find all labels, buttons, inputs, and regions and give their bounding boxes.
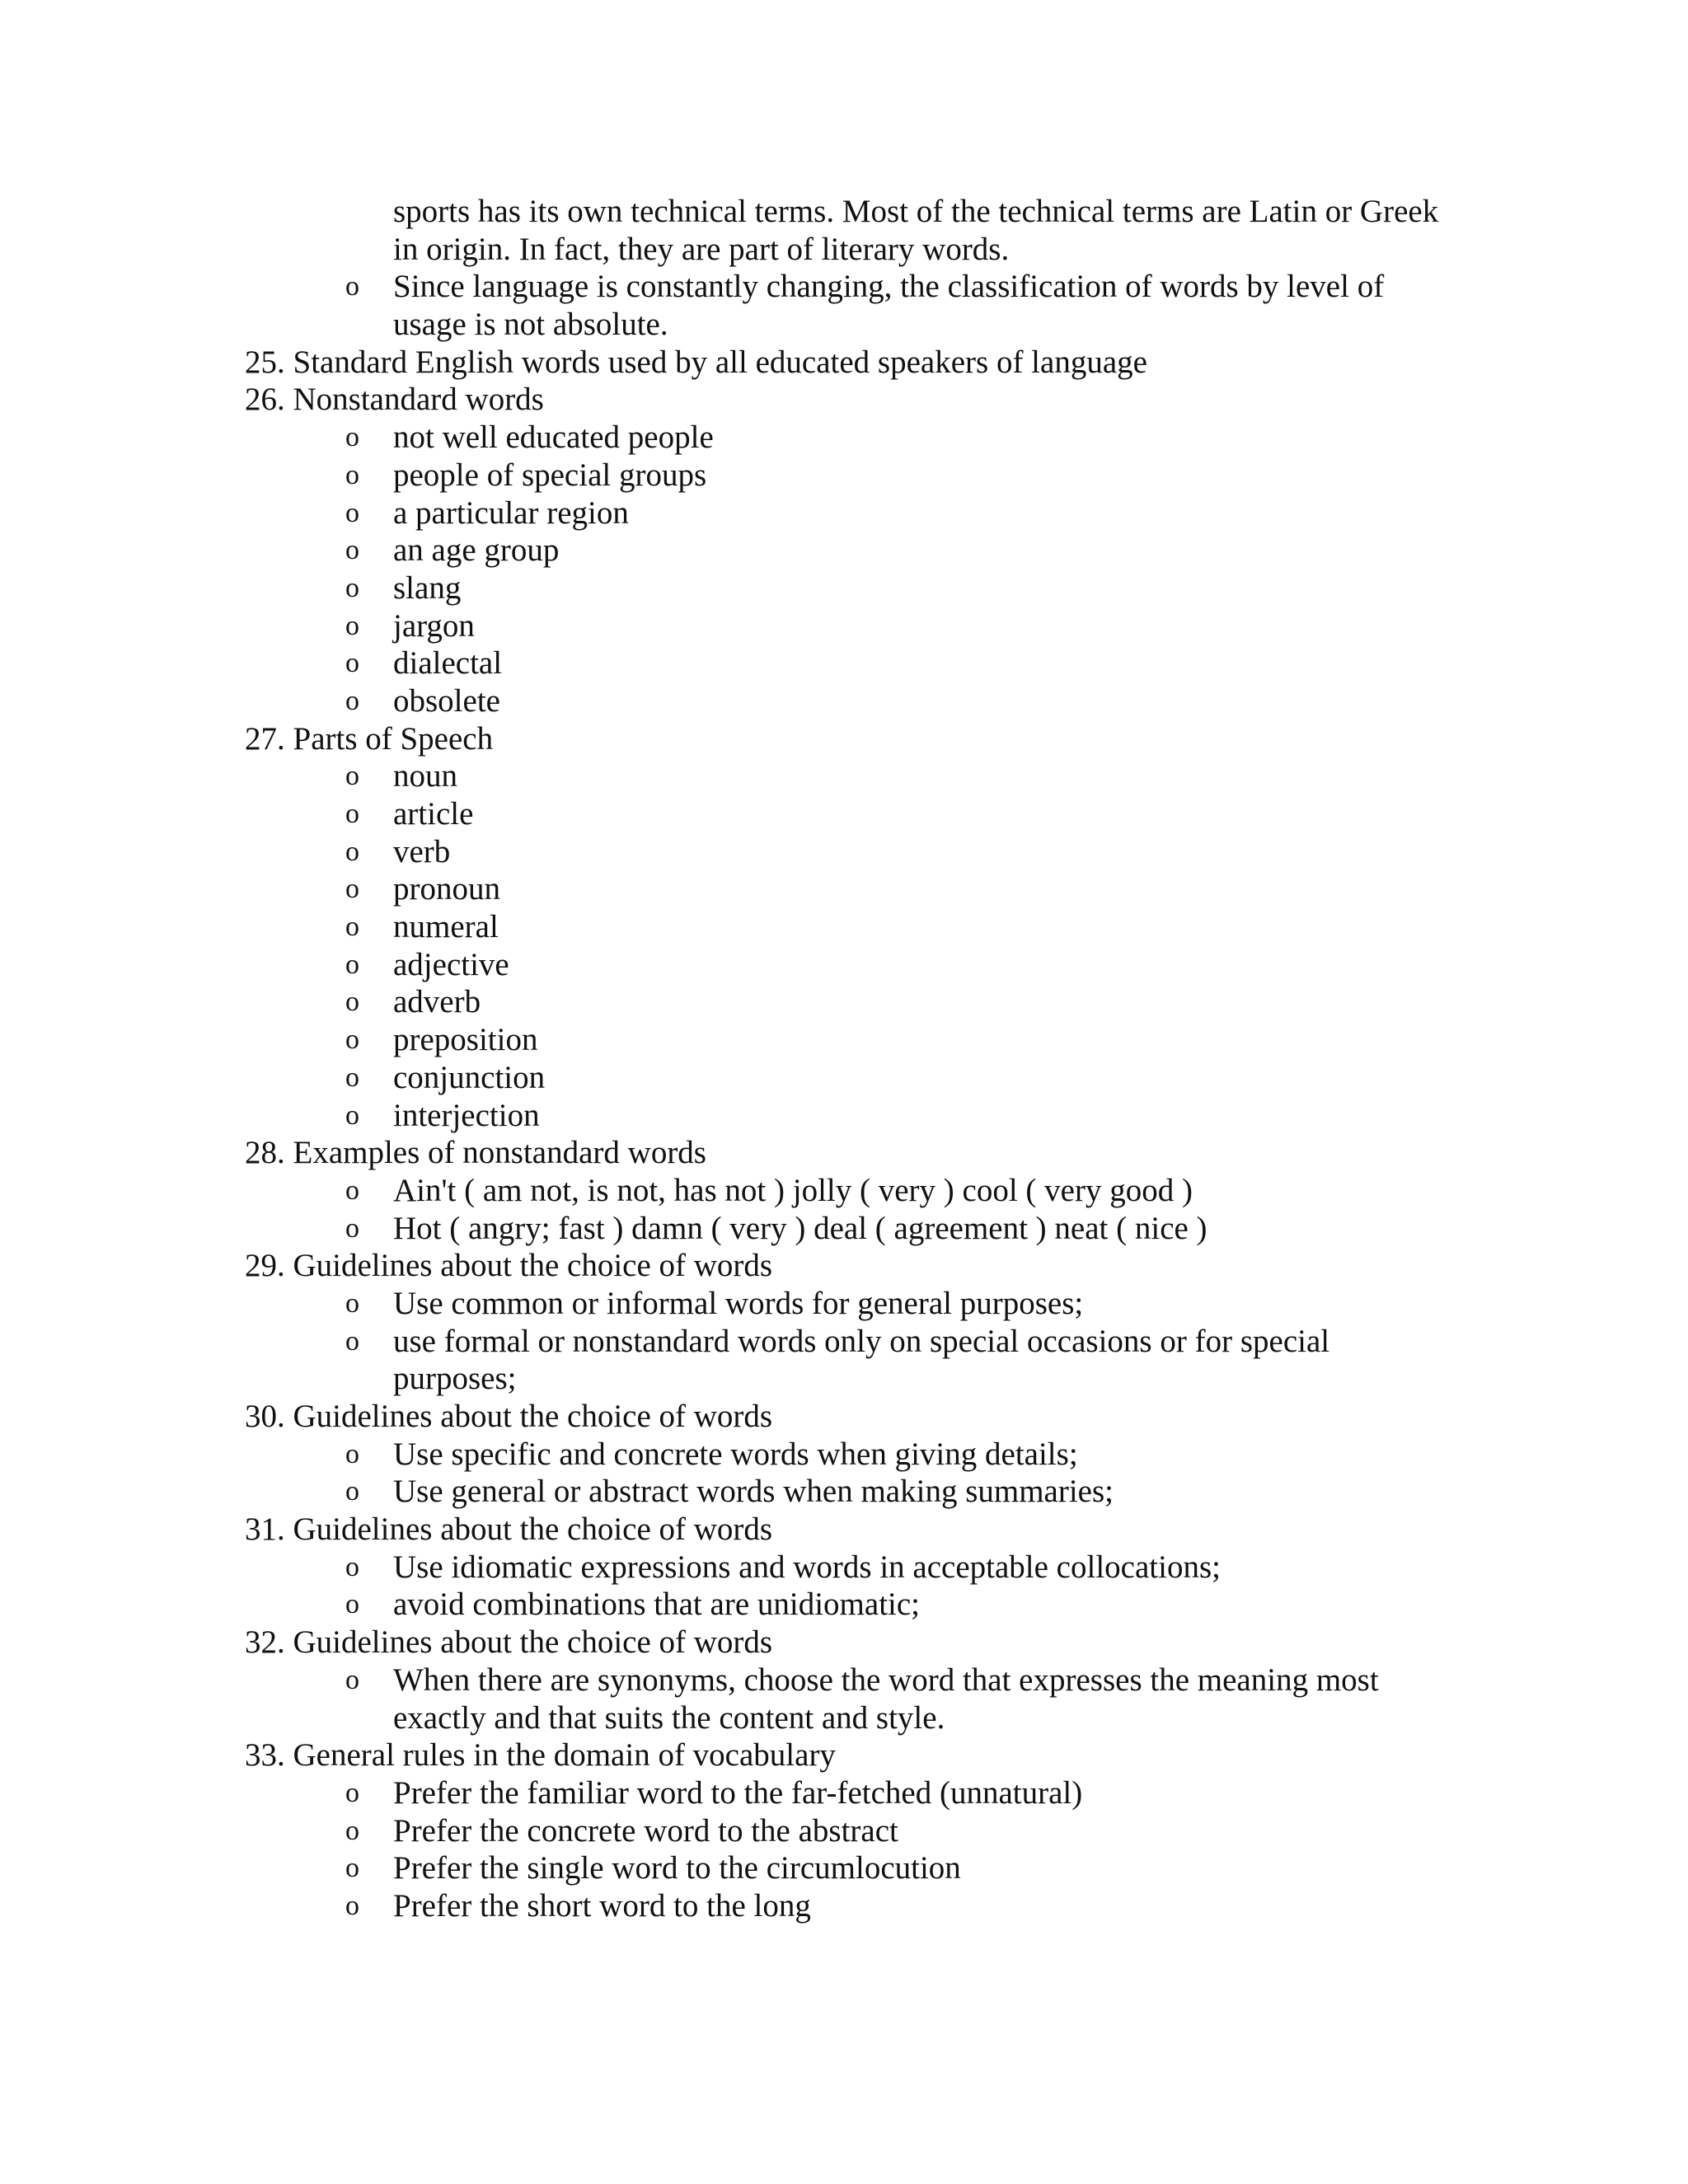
line-text: 30. Guidelines about the choice of words bbox=[245, 1399, 773, 1434]
line-text: Prefer the short word to the long bbox=[393, 1887, 811, 1924]
line-text: usage is not absolute. bbox=[393, 307, 668, 343]
hollow-bullet-icon: o bbox=[345, 271, 359, 302]
line-text: use formal or nonstandard words only on special occasions or for special bbox=[393, 1323, 1330, 1359]
bullet-item bbox=[245, 757, 1481, 795]
hollow-bullet-icon: o bbox=[345, 1853, 359, 1884]
line-text: Since language is constantly changing, the classification of words by level of bbox=[393, 269, 1385, 305]
hollow-bullet-icon: o bbox=[345, 610, 359, 641]
line-text: conjunction bbox=[393, 1059, 546, 1095]
bullet-item bbox=[245, 908, 1481, 946]
hollow-bullet-icon: o bbox=[345, 1287, 359, 1319]
bullet-item bbox=[245, 1097, 1481, 1135]
section-heading bbox=[245, 720, 1481, 758]
hollow-bullet-icon: o bbox=[345, 648, 359, 679]
line-text: people of special groups bbox=[393, 457, 707, 493]
hollow-bullet-icon: o bbox=[345, 1174, 359, 1206]
hollow-bullet-icon: o bbox=[345, 1476, 359, 1507]
bullet-item bbox=[245, 1172, 1481, 1210]
line-text: slang bbox=[393, 569, 462, 606]
bullet-item bbox=[245, 1436, 1481, 1474]
hollow-bullet-icon: o bbox=[345, 459, 359, 490]
hollow-bullet-icon: o bbox=[345, 685, 359, 716]
bullet-item bbox=[245, 1210, 1481, 1248]
bullet-item bbox=[245, 1849, 1481, 1887]
line-text: a particular region bbox=[393, 494, 629, 531]
line-text: interjection bbox=[393, 1097, 540, 1133]
bullet-item bbox=[245, 1059, 1481, 1097]
line-text: Use common or informal words for general purposes; bbox=[393, 1285, 1084, 1321]
line-text: not well educated people bbox=[393, 419, 714, 456]
hollow-bullet-icon: o bbox=[345, 1777, 359, 1808]
hollow-bullet-icon: o bbox=[345, 1099, 359, 1131]
line-text: article bbox=[393, 796, 474, 832]
line-text: dialectal bbox=[393, 645, 503, 682]
line-text: 26. Nonstandard words bbox=[245, 382, 544, 418]
line-text: jargon bbox=[393, 607, 475, 644]
line-text: Prefer the familiar word to the far-fetched (unnatural) bbox=[393, 1774, 1083, 1811]
hollow-bullet-icon: o bbox=[345, 761, 359, 792]
line-text: an age group bbox=[393, 532, 560, 569]
line-text: Prefer the concrete word to the abstract bbox=[393, 1812, 898, 1849]
line-text: in origin. In fact, they are part of literary words. bbox=[393, 231, 1010, 267]
line-text: 33. General rules in the domain of vocabulary bbox=[245, 1737, 836, 1774]
line-text: avoid combinations that are unidiomatic; bbox=[393, 1586, 921, 1623]
line-text: obsolete bbox=[393, 682, 500, 719]
line-text: pronoun bbox=[393, 871, 500, 907]
bullet-item bbox=[245, 419, 1481, 457]
bullet-item bbox=[245, 1021, 1481, 1059]
bullet-item bbox=[245, 1285, 1481, 1323]
line-text: sports has its own technical terms. Most of the technical terms are Latin or Greek bbox=[393, 194, 1439, 229]
hollow-bullet-icon: o bbox=[345, 1664, 359, 1695]
continuation-line bbox=[245, 1360, 1481, 1398]
continuation-line bbox=[245, 193, 1481, 231]
continuation-line bbox=[245, 306, 1481, 344]
line-text: 28. Examples of nonstandard words bbox=[245, 1135, 706, 1171]
hollow-bullet-icon: o bbox=[345, 912, 359, 943]
bullet-item bbox=[245, 682, 1481, 720]
line-text: verb bbox=[393, 833, 451, 869]
bullet-item bbox=[245, 1887, 1481, 1925]
continuation-line bbox=[245, 231, 1481, 269]
hollow-bullet-icon: o bbox=[345, 1890, 359, 1921]
hollow-bullet-icon: o bbox=[345, 1325, 359, 1357]
hollow-bullet-icon: o bbox=[345, 1212, 359, 1244]
section-heading bbox=[245, 1736, 1481, 1774]
bullet-item bbox=[245, 1661, 1481, 1699]
bullet-item bbox=[245, 1323, 1481, 1361]
hollow-bullet-icon: o bbox=[345, 1551, 359, 1582]
line-text: Prefer the single word to the circumlocution bbox=[393, 1850, 961, 1886]
line-text: 29. Guidelines about the choice of words bbox=[245, 1248, 773, 1284]
bullet-item bbox=[245, 1774, 1481, 1812]
line-text: Use general or abstract words when making summaries; bbox=[393, 1474, 1114, 1510]
hollow-bullet-icon: o bbox=[345, 874, 359, 905]
section-heading bbox=[245, 1247, 1481, 1285]
line-text: Hot ( angry; fast ) damn ( very ) deal ( agreement ) neat ( nice ) bbox=[393, 1210, 1207, 1246]
hollow-bullet-icon: o bbox=[345, 987, 359, 1018]
hollow-bullet-icon: o bbox=[345, 1024, 359, 1056]
bullet-item bbox=[245, 494, 1481, 532]
section-heading bbox=[245, 381, 1481, 419]
section-heading bbox=[245, 1624, 1481, 1661]
bullet-item bbox=[245, 946, 1481, 984]
line-text: adverb bbox=[393, 984, 481, 1020]
line-text: Ain't ( am not, is not, has not ) jolly ( very ) cool ( very good ) bbox=[393, 1172, 1193, 1208]
hollow-bullet-icon: o bbox=[345, 799, 359, 829]
hollow-bullet-icon: o bbox=[345, 949, 359, 980]
hollow-bullet-icon: o bbox=[345, 422, 359, 453]
line-text: Use specific and concrete words when giving details; bbox=[393, 1436, 1078, 1472]
bullet-item bbox=[245, 1549, 1481, 1586]
hollow-bullet-icon: o bbox=[345, 1062, 359, 1093]
line-text: exactly and that suits the content and style. bbox=[393, 1699, 945, 1736]
bullet-item bbox=[245, 607, 1481, 645]
hollow-bullet-icon: o bbox=[345, 1815, 359, 1846]
hollow-bullet-icon: o bbox=[345, 572, 359, 603]
section-heading bbox=[245, 1134, 1481, 1172]
line-text: Use idiomatic expressions and words in acceptable collocations; bbox=[393, 1549, 1221, 1585]
line-text: 32. Guidelines about the choice of words bbox=[245, 1624, 773, 1661]
document-body bbox=[245, 193, 1481, 1925]
bullet-item bbox=[245, 457, 1481, 494]
hollow-bullet-icon: o bbox=[345, 497, 359, 528]
bullet-item bbox=[245, 833, 1481, 871]
bullet-item bbox=[245, 870, 1481, 908]
line-text: noun bbox=[393, 758, 457, 794]
bullet-item bbox=[245, 268, 1481, 306]
line-text: adjective bbox=[393, 946, 509, 982]
bullet-item bbox=[245, 1473, 1481, 1511]
continuation-line bbox=[245, 1699, 1481, 1737]
section-heading bbox=[245, 1511, 1481, 1549]
line-text: purposes; bbox=[393, 1361, 517, 1397]
bullet-item bbox=[245, 1812, 1481, 1850]
line-text: 27. Parts of Speech bbox=[245, 720, 494, 757]
hollow-bullet-icon: o bbox=[345, 535, 359, 566]
bullet-item bbox=[245, 644, 1481, 682]
bullet-item bbox=[245, 569, 1481, 607]
bullet-item bbox=[245, 983, 1481, 1021]
bullet-item bbox=[245, 532, 1481, 569]
line-text: When there are synonyms, choose the word that expresses the meaning most bbox=[393, 1661, 1379, 1698]
line-text: numeral bbox=[393, 909, 499, 945]
section-heading bbox=[245, 344, 1481, 382]
section-heading bbox=[245, 1398, 1481, 1436]
hollow-bullet-icon: o bbox=[345, 1589, 359, 1620]
line-text: 25. Standard English words used by all educated speakers of language bbox=[245, 344, 1147, 380]
bullet-item bbox=[245, 1586, 1481, 1624]
line-text: 31. Guidelines about the choice of words bbox=[245, 1511, 773, 1548]
hollow-bullet-icon: o bbox=[345, 836, 359, 867]
hollow-bullet-icon: o bbox=[345, 1438, 359, 1469]
line-text: preposition bbox=[393, 1022, 538, 1058]
bullet-item bbox=[245, 795, 1481, 833]
